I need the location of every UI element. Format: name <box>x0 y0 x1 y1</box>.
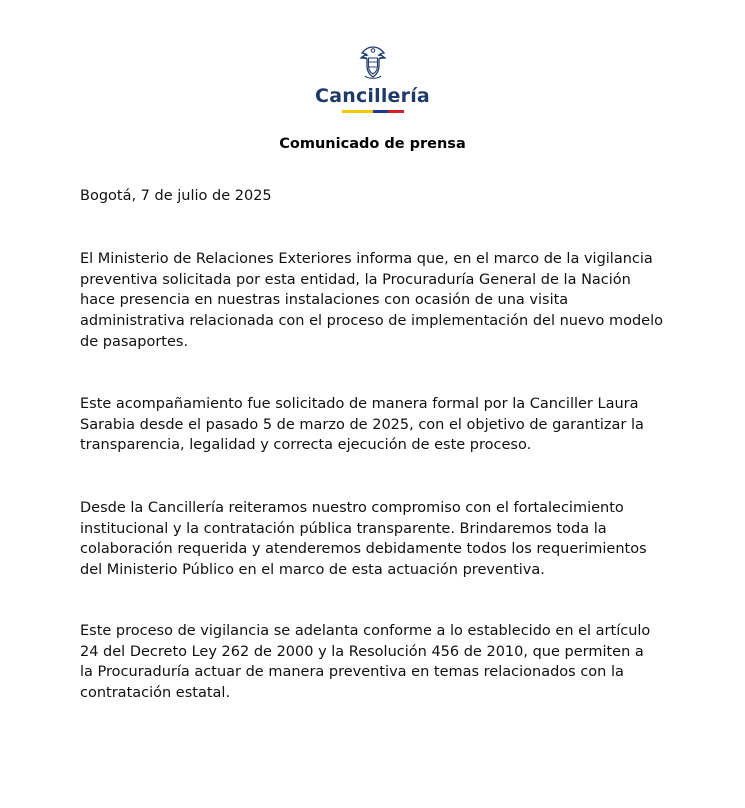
document-title: Comunicado de prensa <box>279 136 466 152</box>
flag-stripe-red <box>388 110 404 113</box>
paragraph-2 <box>80 394 680 456</box>
paragraph-line: de pasaportes. <box>80 333 189 350</box>
flag-stripe <box>342 110 404 113</box>
paragraph-line: institucional y la contratación pública transparente. Brindaremos toda la <box>80 520 607 537</box>
paragraph-line: Desde la Cancillería reiteramos nuestro compromiso con el fortalecimiento <box>80 500 624 516</box>
paragraph-line: Este acompañamiento fue solicitado de manera formal por la Canciller Laura <box>80 396 639 412</box>
paragraph-line: 24 del Decreto Ley 262 de 2000 y la Resolución 456 de 2010, que permiten a <box>80 643 644 660</box>
paragraph-line: la Procuraduría actuar de manera preventiva en temas relacionados con la <box>80 664 624 681</box>
paragraph-line: del Ministerio Público en el marco de esta actuación preventiva. <box>80 562 545 579</box>
paragraph-line: colaboración requerida y atenderemos debidamente todos los requerimientos <box>80 541 647 558</box>
paragraph-line: administrativa relacionada con el proceso de implementación del nuevo modelo <box>80 313 663 330</box>
paragraph-4 <box>80 621 680 704</box>
paragraph-line: contratación estatal. <box>80 685 231 702</box>
paragraph-1 <box>80 249 680 353</box>
flag-stripe-yellow <box>342 110 373 113</box>
paragraph-line: Este proceso de vigilancia se adelanta conforme a lo establecido en el artículo <box>80 623 651 639</box>
paragraph-line: El Ministerio de Relaciones Exteriores informa que, en el marco de la vigilancia <box>80 251 653 267</box>
coat-of-arms-icon <box>356 44 390 82</box>
paragraph-line: Sarabia desde el pasado 5 de marzo de 2025, con el objetivo de garantizar la <box>80 416 644 433</box>
cancilleria-logo <box>0 44 745 113</box>
paragraph-3 <box>80 498 680 581</box>
brand-name: Cancillería <box>315 85 430 107</box>
document-date: Bogotá, 7 de julio de 2025 <box>80 188 272 204</box>
flag-stripe-blue <box>373 110 389 113</box>
paragraph-line: preventiva solicitada por esta entidad, la Procuraduría General de la Nación <box>80 271 631 288</box>
paragraph-line: hace presencia en nuestras instalaciones con ocasión de una visita <box>80 292 569 309</box>
paragraph-line: transparencia, legalidad y correcta ejecución de este proceso. <box>80 437 532 454</box>
